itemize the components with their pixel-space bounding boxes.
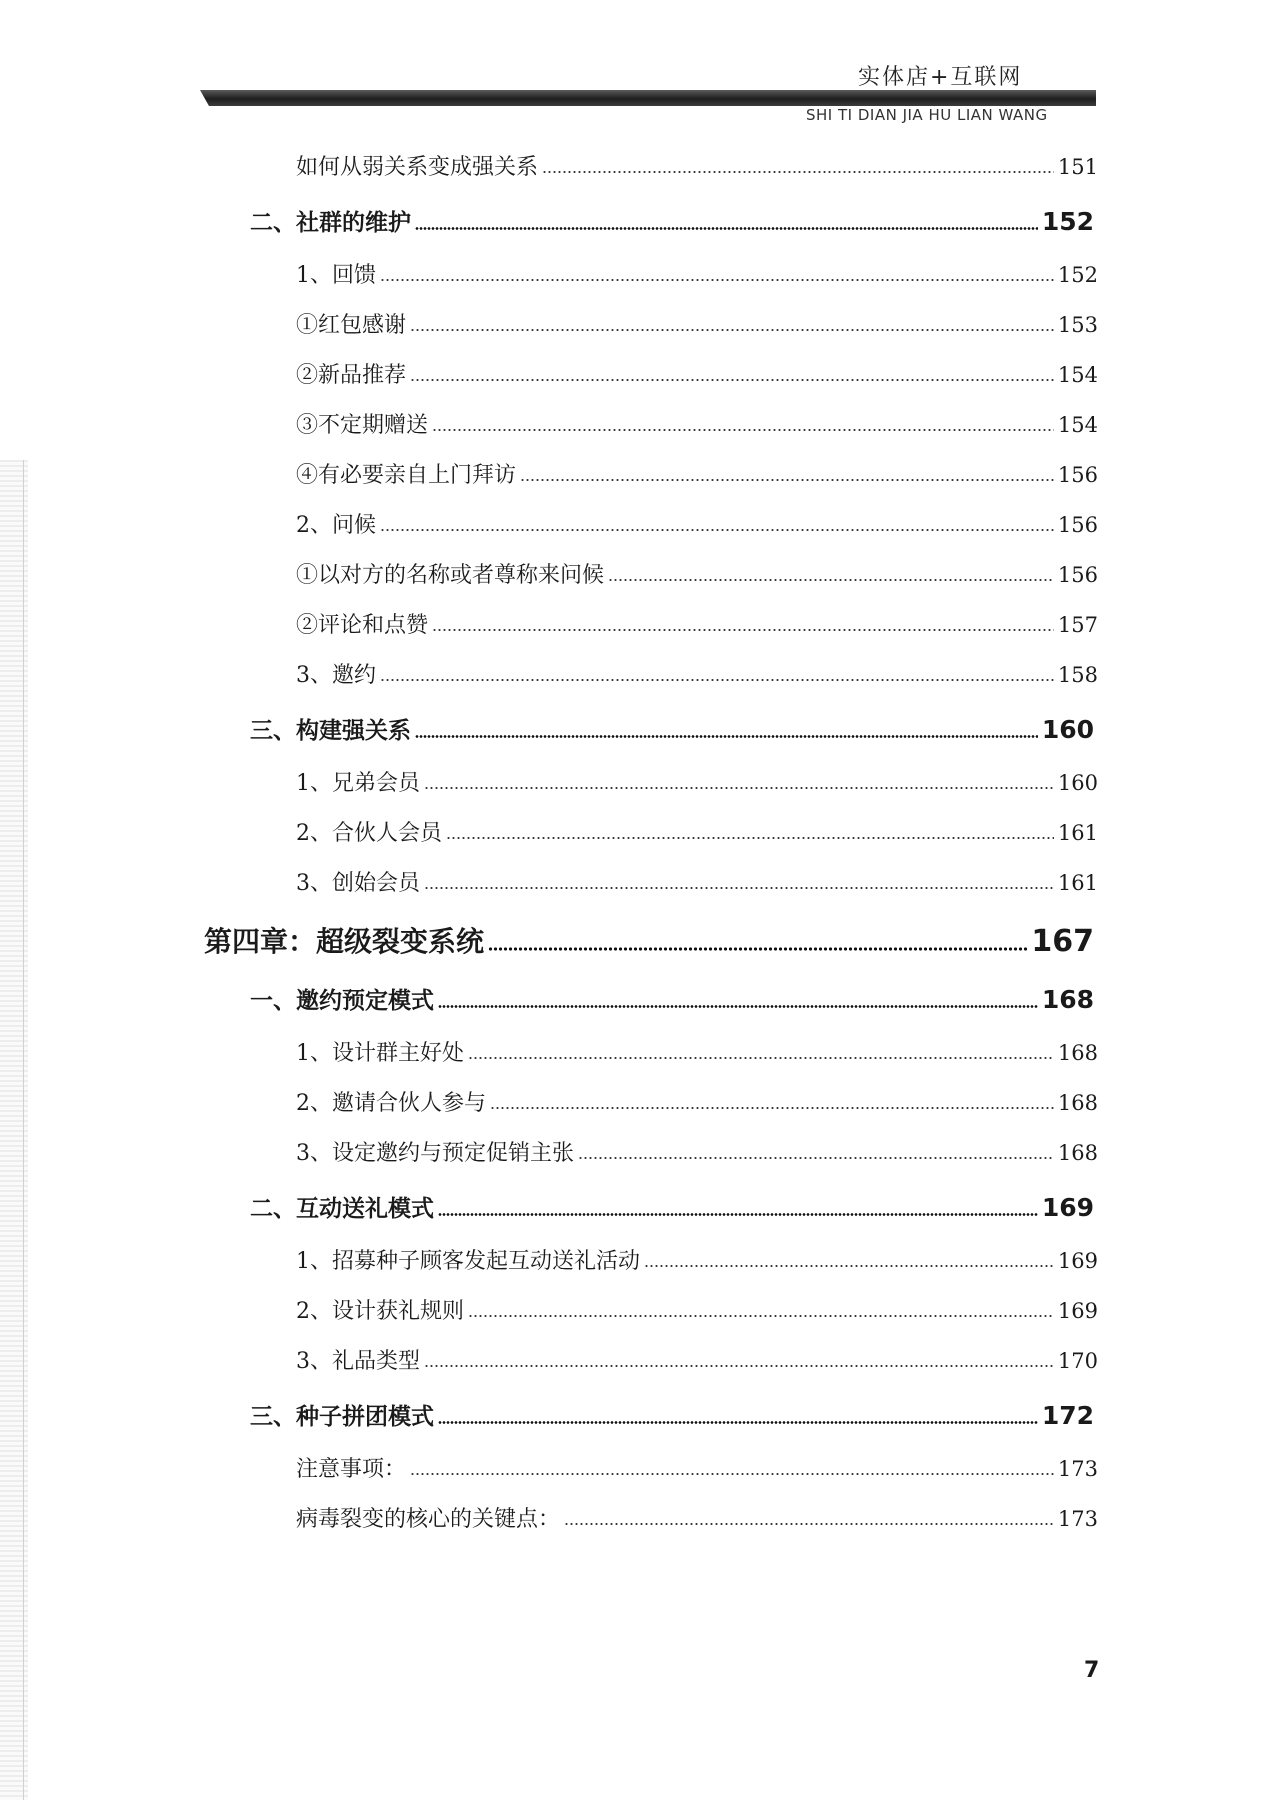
toc-entry	[296, 658, 1098, 689]
toc-entry-label: 注意事项：	[296, 1457, 407, 1482]
header-title: 实体店+互联网	[858, 65, 1023, 90]
toc-entry-page: 172	[1041, 1401, 1094, 1430]
toc-entry-page: 151	[1057, 155, 1098, 179]
toc-leader-dots	[488, 947, 1027, 951]
toc-leader-dots	[578, 1157, 1054, 1159]
toc-entry-label: 二、社群的维护	[250, 210, 411, 236]
toc-entry	[250, 204, 1094, 237]
toc-entry	[296, 766, 1098, 797]
toc-entry-page: 160	[1057, 771, 1098, 795]
toc-entry	[296, 1502, 1098, 1533]
toc-entry	[296, 1086, 1098, 1117]
toc-entry-page: 168	[1057, 1091, 1098, 1115]
toc-leader-dots	[520, 479, 1054, 481]
toc-entry-label: 2、问候	[296, 513, 376, 538]
toc-entry	[296, 1344, 1098, 1375]
toc-leader-dots	[432, 429, 1054, 431]
toc-entry-page: 152	[1041, 207, 1094, 236]
toc-entry-page: 173	[1057, 1457, 1098, 1481]
toc-entry	[250, 1398, 1094, 1431]
toc-entry-label: ④有必要亲自上门拜访	[296, 463, 517, 488]
toc-entry-page: 168	[1041, 985, 1094, 1014]
toc-entry-page: 168	[1057, 1041, 1098, 1065]
toc-leader-dots	[446, 837, 1054, 839]
toc-entry	[296, 150, 1098, 181]
toc-entry	[296, 558, 1098, 589]
toc-leader-dots	[644, 1265, 1054, 1267]
toc-entry-page: 153	[1057, 313, 1098, 337]
toc-entry-label: 2、邀请合伙人参与	[296, 1091, 486, 1116]
toc-leader-dots	[438, 1421, 1038, 1424]
toc-leader-dots	[424, 887, 1054, 889]
toc-leader-dots	[608, 579, 1054, 581]
toc-leader-dots	[380, 279, 1054, 281]
toc-entry-label: ②评论和点赞	[296, 613, 429, 638]
toc-entry-page: 169	[1057, 1249, 1098, 1273]
toc-entry	[296, 458, 1098, 489]
toc-leader-dots	[415, 735, 1038, 738]
toc-entry-label: 二、互动送礼模式	[250, 1196, 434, 1222]
toc-entry	[296, 816, 1098, 847]
toc-entry	[296, 408, 1098, 439]
toc-entry	[296, 1036, 1098, 1067]
toc-entry-page: 157	[1057, 613, 1098, 637]
toc-entry	[296, 358, 1098, 389]
toc-leader-dots	[564, 1523, 1054, 1525]
toc-entry-label: 如何从弱关系变成强关系	[296, 155, 539, 180]
toc-entry	[296, 608, 1098, 639]
toc-entry-page: 156	[1057, 463, 1098, 487]
toc-entry-page: 152	[1057, 263, 1098, 287]
toc-entry	[296, 866, 1098, 897]
toc-entry-label: 3、礼品类型	[296, 1349, 420, 1374]
toc-leader-dots	[468, 1315, 1054, 1317]
toc-entry-page: 168	[1057, 1141, 1098, 1165]
toc-leader-dots	[380, 679, 1054, 681]
toc-entry-page: 173	[1057, 1507, 1098, 1531]
toc-leader-dots	[468, 1057, 1054, 1059]
toc-entry-label: ①红包感谢	[296, 313, 407, 338]
toc-entry	[296, 1136, 1098, 1167]
toc-entry	[296, 508, 1098, 539]
toc-entry-page: 169	[1041, 1193, 1094, 1222]
toc-entry-label: 第四章：超级裂变系统	[204, 925, 485, 958]
toc-entry-label: 3、邀约	[296, 663, 376, 688]
toc-leader-dots	[424, 1365, 1054, 1367]
toc-entry-page: 154	[1057, 363, 1098, 387]
toc-entry-label: ③不定期赠送	[296, 413, 429, 438]
toc-entry-label: 一、邀约预定模式	[250, 988, 434, 1014]
toc-entry	[250, 982, 1094, 1015]
toc-entry-page: 161	[1057, 821, 1098, 845]
toc-leader-dots	[410, 1473, 1054, 1475]
toc-entry-label: 三、构建强关系	[250, 718, 411, 744]
toc-leader-dots	[410, 379, 1054, 381]
toc-entry	[296, 1452, 1098, 1483]
toc-entry	[250, 712, 1094, 745]
toc-entry-label: 1、招募种子顾客发起互动送礼活动	[296, 1249, 640, 1274]
toc-entry	[296, 1294, 1098, 1325]
toc-leader-dots	[424, 787, 1054, 789]
toc-entry-label: 1、回馈	[296, 263, 376, 288]
header-subtitle: SHI TI DIAN JIA HU LIAN WANG	[806, 106, 1048, 124]
toc-entry-page: 170	[1057, 1349, 1098, 1373]
toc-entry	[250, 1190, 1094, 1223]
toc-entry-page: 156	[1057, 563, 1098, 587]
toc-entry-label: ②新品推荐	[296, 363, 407, 388]
toc-entry	[296, 308, 1098, 339]
toc-leader-dots	[432, 629, 1054, 631]
toc-entry-label: 2、合伙人会员	[296, 821, 442, 846]
toc-leader-dots	[542, 171, 1054, 173]
toc-entry-label: ①以对方的名称或者尊称来问候	[296, 563, 605, 588]
toc-entry-label: 2、设计获礼规则	[296, 1299, 464, 1324]
toc-entry-label: 1、设计群主好处	[296, 1041, 464, 1066]
toc-leader-dots	[438, 1005, 1038, 1008]
toc-leader-dots	[380, 529, 1054, 531]
toc-entry-page: 158	[1057, 663, 1098, 687]
toc-entry-page: 154	[1057, 413, 1098, 437]
toc-entry-page: 169	[1057, 1299, 1098, 1323]
toc-entry	[204, 920, 1094, 960]
toc-leader-dots	[410, 329, 1054, 331]
toc-entry-label: 病毒裂变的核心的关键点：	[296, 1507, 561, 1532]
toc-entry	[296, 258, 1098, 289]
toc-leader-dots	[490, 1107, 1054, 1109]
toc-entry-label: 三、种子拼团模式	[250, 1404, 434, 1430]
toc-entry-page: 156	[1057, 513, 1098, 537]
toc-entry-label: 3、创始会员	[296, 871, 420, 896]
toc-entry-label: 3、设定邀约与预定促销主张	[296, 1141, 574, 1166]
toc-leader-dots	[415, 227, 1038, 230]
toc-entry	[296, 1244, 1098, 1275]
toc-entry-page: 161	[1057, 871, 1098, 895]
page-number: 7	[1084, 1658, 1100, 1683]
toc-entry-label: 1、兄弟会员	[296, 771, 420, 796]
toc-entry-page: 160	[1041, 715, 1094, 744]
toc-entry-page: 167	[1031, 924, 1094, 959]
toc-leader-dots	[438, 1213, 1038, 1216]
